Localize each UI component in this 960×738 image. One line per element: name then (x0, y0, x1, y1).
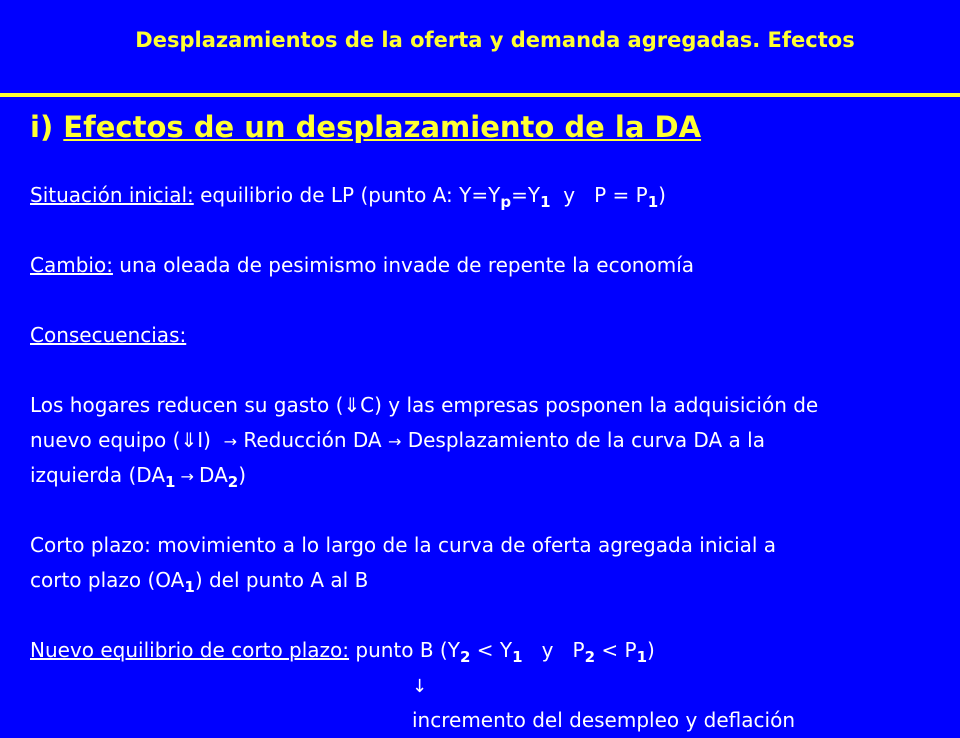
right-arrow-icon: → (387, 432, 402, 451)
title-divider (0, 93, 960, 97)
consequences (30, 318, 955, 353)
down-arrow-icon: ↓ (412, 676, 428, 697)
subscript-p: p (500, 193, 512, 211)
initial-text: y P = P (550, 183, 648, 207)
right-arrow-icon: → (175, 467, 200, 486)
consequence-text: Los hogares reducen su gasto ( (30, 393, 344, 417)
new-equilibrium-text: ) (647, 638, 655, 662)
decrease-arrow-icon: ⇓ (343, 393, 361, 417)
right-arrow-icon: → (223, 432, 238, 451)
new-equilibrium (30, 633, 955, 668)
heading-prefix: i) (30, 110, 64, 144)
short-run-text: corto plazo (OA (30, 568, 185, 592)
consequences-label: Consecuencias: (30, 323, 187, 347)
consequences-line-3 (30, 458, 955, 493)
subscript-1: 1 (512, 648, 523, 666)
result-arrow (30, 668, 955, 703)
subscript-2: 2 (459, 648, 471, 666)
subscript-1: 1 (647, 193, 659, 211)
initial-text: equilibrio de LP (punto A: Y=Y (193, 183, 501, 207)
slide-body (30, 178, 955, 738)
subscript-1: 1 (184, 578, 195, 596)
heading-text: Efectos de un desplazamiento de la DA (63, 110, 702, 144)
new-equilibrium-text: punto B (Y (349, 638, 460, 662)
short-run-text: Corto plazo: movimiento a lo largo de la curva de oferta agregada inicial a (30, 533, 777, 557)
initial-situation (30, 178, 955, 213)
change-text: una oleada de pesimismo invade de repente la economía (112, 253, 695, 277)
consequence-text: nuevo equipo ( (30, 428, 181, 452)
short-run-line-1 (30, 528, 955, 563)
consequence-text: I) (197, 428, 224, 452)
subscript-1: 1 (636, 648, 647, 666)
consequences-line-2 (30, 423, 955, 458)
subscript-2: 2 (227, 473, 239, 491)
result (30, 703, 955, 738)
subscript-1: 1 (165, 473, 176, 491)
initial-text: ) (658, 183, 666, 207)
subscript-1: 1 (540, 193, 551, 211)
result-text: incremento del desempleo y deflación (412, 708, 795, 732)
decrease-arrow-icon: ⇓ (180, 428, 198, 452)
consequence-text: Desplazamiento de la curva DA a la (401, 428, 765, 452)
new-equilibrium-text: < P (595, 638, 637, 662)
initial-label: Situación inicial: (30, 183, 194, 207)
short-run-text: ) del punto A al B (194, 568, 369, 592)
new-equilibrium-text: < Y (470, 638, 513, 662)
change (30, 248, 955, 283)
consequence-text: izquierda (DA (30, 463, 165, 487)
new-equilibrium-text: y P (522, 638, 585, 662)
short-run-line-2 (30, 563, 955, 598)
consequence-text: Reducción DA (237, 428, 388, 452)
slide-title: Desplazamientos de la oferta y demanda agregadas. Efectos (135, 28, 855, 52)
initial-text: =Y (511, 183, 541, 207)
new-equilibrium-label: Nuevo equilibrio de corto plazo: (30, 638, 350, 662)
section-heading (30, 110, 701, 144)
consequence-text: ) (238, 463, 246, 487)
consequence-text: C) y las empresas posponen la adquisición de (360, 393, 819, 417)
consequences-line-1 (30, 388, 955, 423)
consequence-text: DA (199, 463, 228, 487)
subscript-2: 2 (584, 648, 596, 666)
change-label: Cambio: (30, 253, 113, 277)
